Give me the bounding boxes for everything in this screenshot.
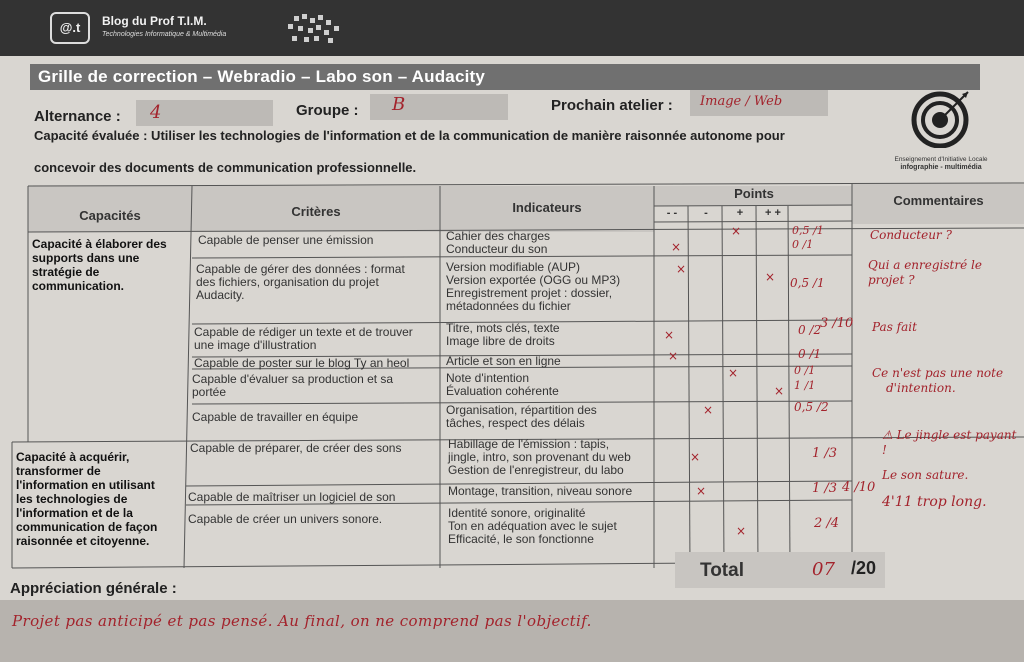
indicateur-line: Titre, mots clés, texte	[446, 321, 560, 335]
critere-line: Capable de maîtriser un logiciel de son	[188, 490, 396, 504]
check-mark: ×	[690, 450, 701, 464]
capacity-line: les technologies de	[16, 492, 128, 506]
comment-1	[870, 228, 952, 243]
indicateur-line: Organisation, répartition des	[446, 403, 597, 417]
points-row-3: 0 /2	[798, 323, 822, 337]
critere-line: Capable de gérer des données : format	[196, 262, 405, 276]
points-row-7: 1 /3	[812, 446, 838, 461]
capacity-statement-line-2: concevoir des documents de communication professionnelle.	[34, 160, 417, 175]
critere-line: Capable de penser une émission	[198, 233, 374, 247]
check-mark: ×	[668, 349, 679, 363]
indicateur-line: Image libre de droits	[446, 334, 555, 348]
points-row-5a: 0 /1	[794, 364, 816, 377]
subtotal-group-1: 3 /10	[820, 316, 854, 331]
critere-row-5	[192, 373, 393, 399]
indicateurs-row-9	[448, 507, 617, 546]
comment-line: Qui a enregistré le	[868, 258, 982, 272]
critere-line: Capable de préparer, de créer des sons	[190, 441, 402, 455]
critere-line: Capable de poster sur le blog Ty an heol	[194, 356, 410, 370]
comment-4	[872, 366, 1003, 396]
points-row-9: 2 /4	[814, 516, 840, 531]
comment-2	[868, 258, 982, 288]
total-value: 07	[812, 559, 835, 580]
capacity-line: raisonnée et citoyenne.	[16, 534, 150, 548]
critere-line: une image d'illustration	[194, 338, 317, 352]
subtotal-group-2: 4 /10	[842, 480, 876, 495]
header-criteres: Critères	[291, 204, 341, 219]
comment-line: Ce n'est pas une note	[872, 366, 1004, 380]
indicateur-line: Conducteur du son	[446, 242, 548, 256]
capacity-line: transformer de	[16, 464, 101, 478]
check-mark: ×	[671, 240, 682, 254]
atelier-value: Image / Web	[700, 94, 783, 109]
comment-line: projet ?	[868, 273, 915, 287]
comment-line: Conducteur ?	[870, 228, 952, 242]
blog-subtitle: Technologies Informatique & Multimédia	[102, 31, 227, 38]
indicateurs-row-7	[448, 438, 631, 477]
capacity-line: l'information en utilisant	[16, 478, 155, 492]
indicateurs-row-5	[446, 372, 559, 398]
indicateur-line: Note d'intention	[446, 371, 530, 385]
points-row-1a: 0,5 /1	[792, 224, 824, 237]
critere-row-6	[192, 411, 358, 424]
indicateur-line: Habillage de l'émission : tapis,	[448, 437, 610, 451]
header-scale-very-high: + +	[765, 207, 781, 219]
indicateur-line: métadonnées du fichier	[446, 299, 571, 313]
critere-row-7	[190, 442, 401, 455]
comment-line: 4'11 trop long.	[882, 494, 987, 510]
check-mark: ×	[728, 366, 739, 380]
indicateur-line: Version exportée (OGG ou MP3)	[446, 273, 621, 287]
indicateur-line: Montage, transition, niveau sonore	[448, 484, 633, 498]
critere-line: des fichiers, organisation du projet	[196, 275, 379, 289]
indicateur-line: Ton en adéquation avec le sujet	[448, 519, 617, 533]
capacity-line: Capacité à acquérir,	[16, 450, 130, 464]
blog-title: Blog du Prof T.I.M.	[102, 14, 207, 28]
check-mark: ×	[765, 270, 776, 284]
total-max: /20	[851, 558, 877, 578]
indicateurs-row-3	[446, 322, 560, 348]
appreciation-label: Appréciation générale :	[10, 580, 177, 597]
caption-line-2: infographie - multimédia	[900, 164, 982, 171]
indicateur-line: Gestion de l'enregistreur, du labo	[448, 463, 624, 477]
critere-row-1	[198, 234, 373, 247]
critere-row-2	[196, 263, 405, 302]
indicateurs-row-4	[446, 355, 561, 368]
alternance-label: Alternance :	[34, 108, 121, 125]
caption-line-1: Enseignement d'Initiative Locale	[894, 156, 988, 163]
atelier-label: Prochain atelier :	[551, 97, 673, 114]
check-mark: ×	[703, 403, 714, 417]
indicateurs-row-1	[446, 230, 550, 256]
capacity-group-1	[32, 237, 190, 293]
groupe-value: B	[392, 94, 406, 115]
capacity-statement-line-1: Capacité évaluée : Utiliser les technologies de l'information et de la communication de manière raisonnée autonome pour	[34, 128, 785, 143]
comment-line: Pas fait	[872, 320, 917, 334]
critere-row-8	[188, 491, 395, 504]
check-mark: ×	[676, 262, 687, 276]
critere-line: Capable de rédiger un texte et de trouver	[194, 325, 413, 339]
comment-line: Le son sature.	[882, 468, 969, 482]
header-indicateurs: Indicateurs	[512, 200, 582, 215]
critere-row-9	[188, 513, 382, 526]
critere-line: Audacity.	[196, 288, 245, 302]
capacity-line: Capacité à élaborer des	[32, 237, 167, 251]
indicateur-line: Version modifiable (AUP)	[446, 260, 581, 274]
indicateur-line: Évaluation cohérente	[446, 384, 559, 398]
capacity-line: communication de façon	[16, 520, 158, 534]
appreciation-text: Projet pas anticipé et pas pensé. Au final, on ne comprend pas l'objectif.	[12, 612, 592, 630]
points-row-8: 1 /3	[812, 481, 838, 496]
indicateurs-row-6	[446, 404, 597, 430]
form-title: Grille de correction – Webradio – Labo son – Audacity	[38, 67, 486, 86]
critere-row-3	[194, 326, 413, 352]
header-capacites: Capacités	[79, 208, 141, 223]
alternance-value: 4	[150, 102, 162, 123]
points-row-1b: 0 /1	[792, 238, 814, 251]
comment-5	[882, 428, 1024, 510]
total-label: Total	[700, 560, 744, 581]
points-row-4: 0 /1	[798, 347, 822, 361]
critere-row-4	[194, 357, 409, 370]
header-scale-high: +	[736, 207, 744, 219]
capacity-line: supports dans une	[32, 251, 140, 265]
header-scale-low: -	[704, 207, 708, 219]
capacity-line: stratégie de	[32, 265, 100, 279]
appreciation-band	[0, 600, 1024, 662]
capacity-line: l'information et de la	[16, 506, 133, 520]
indicateur-line: Enregistrement projet : dossier,	[446, 286, 613, 300]
critere-line: Capable d'évaluer sa production et sa	[192, 372, 394, 386]
capacity-group-2	[16, 450, 184, 548]
header-commentaires: Commentaires	[893, 193, 984, 208]
check-mark: ×	[736, 524, 747, 538]
check-mark: ×	[696, 484, 707, 498]
points-row-5b: 1 /1	[794, 379, 816, 392]
indicateur-line: Cahier des charges	[446, 229, 551, 243]
critere-line: portée	[192, 385, 227, 399]
critere-line: Capable de créer un univers sonore.	[188, 512, 383, 526]
check-mark: ×	[731, 224, 742, 238]
points-row-2: 0,5 /1	[790, 276, 825, 290]
indicateurs-row-2	[446, 261, 620, 313]
header-points: Points	[734, 186, 774, 201]
points-row-6: 0,5 /2	[794, 400, 829, 414]
comment-line: d'intention.	[886, 381, 956, 395]
check-mark: ×	[664, 328, 675, 342]
indicateur-line: tâches, respect des délais	[446, 416, 585, 430]
groupe-label: Groupe :	[296, 102, 359, 119]
comment-line: ⚠ Le jingle est payant !	[882, 428, 1017, 457]
comment-3	[872, 320, 917, 335]
critere-line: Capable de travailler en équipe	[192, 410, 359, 424]
check-mark: ×	[774, 384, 785, 398]
indicateur-line: Article et son en ligne	[446, 354, 561, 368]
blog-logo: @.t	[50, 12, 90, 44]
indicateurs-row-8	[448, 485, 632, 498]
header-scale-very-low: - -	[666, 207, 678, 219]
indicateur-line: jingle, intro, son provenant du web	[448, 450, 631, 464]
indicateur-line: Identité sonore, originalité	[448, 506, 586, 520]
capacity-line: communication.	[32, 279, 125, 293]
indicateur-line: Efficacité, le son fonctionne	[448, 532, 594, 546]
